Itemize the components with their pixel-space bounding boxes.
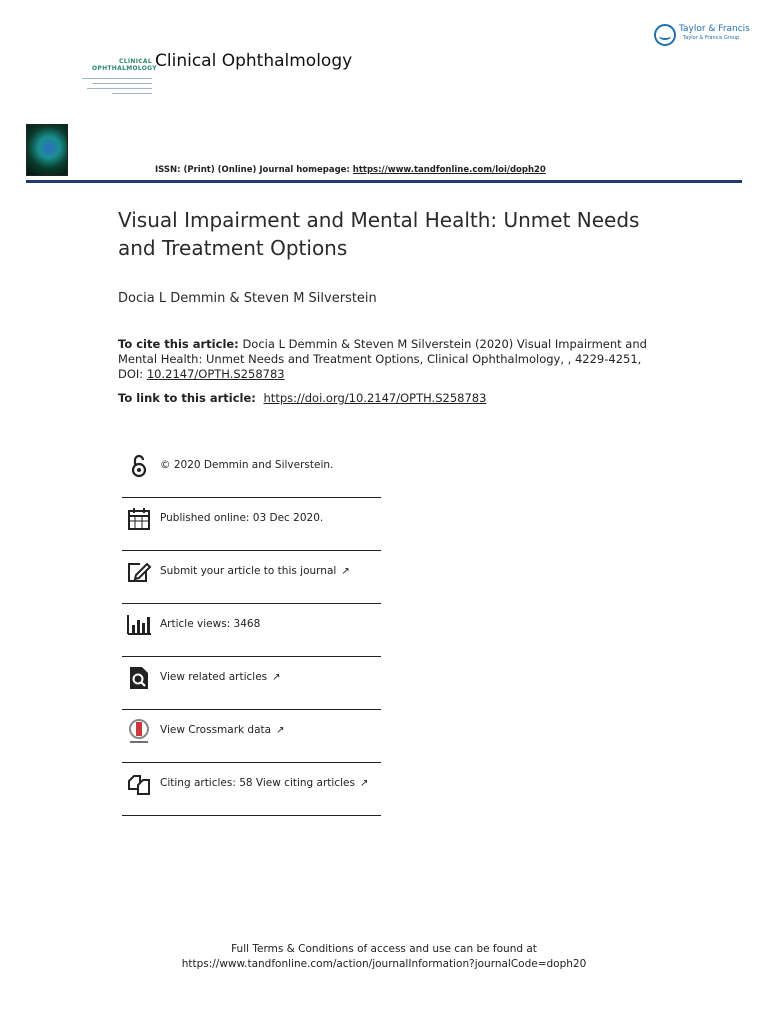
info-row-license — [122, 445, 381, 498]
publisher-logo — [654, 22, 750, 48]
info-row-views — [122, 604, 381, 657]
bar-chart-icon — [126, 612, 152, 638]
info-row-submit[interactable] — [122, 551, 381, 604]
info-related-text[interactable] — [160, 671, 281, 683]
document-search-icon — [126, 665, 152, 691]
submit-article-link[interactable]: Submit your article to this journal — [160, 565, 337, 577]
external-link-icon: ↗ — [341, 566, 350, 577]
external-link-icon: ↗ — [276, 725, 285, 736]
info-views-text: Article views: 3468 — [160, 618, 261, 630]
info-row-published — [122, 498, 381, 551]
external-link-icon: ↗ — [359, 778, 369, 789]
edit-icon — [126, 559, 152, 585]
journal-cover — [26, 52, 157, 176]
footer — [0, 942, 768, 972]
publisher-name: Taylor & Francis — [679, 24, 750, 34]
article-authors: Docia L Demmin & Steven M Silverstein — [118, 291, 377, 306]
cover-image — [26, 124, 68, 176]
citing-articles-link[interactable]: Citing articles: 58 View citing articles — [160, 777, 355, 789]
publisher-sub: Taylor & Francis Group — [683, 35, 740, 41]
article-link-line — [118, 391, 486, 405]
header-rule — [26, 180, 742, 183]
cite-doi-link[interactable]: 10.2147/OPTH.S258783 — [146, 367, 285, 381]
citing-articles-icon — [126, 771, 152, 797]
info-license-text: © 2020 Demmin and Silverstein. — [160, 459, 334, 471]
publisher-logo-icon — [654, 24, 676, 46]
footer-terms-url[interactable]: https://www.tandfonline.com/action/journalInformation?journalCode=doph20 — [181, 958, 587, 970]
citation — [118, 337, 658, 382]
link-label: To link to this article: — [118, 391, 256, 405]
crossmark-icon — [126, 718, 152, 744]
issn-line — [155, 165, 546, 175]
info-citing-text[interactable] — [160, 777, 368, 789]
info-published-text: Published online: 03 Dec 2020. — [160, 512, 324, 524]
article-info-list — [122, 445, 381, 816]
article-doi-link[interactable]: https://doi.org/10.2147/OPTH.S258783 — [263, 391, 487, 405]
cite-label: To cite this article: — [118, 337, 239, 351]
info-row-citing[interactable] — [122, 763, 381, 816]
open-access-icon — [126, 453, 152, 479]
external-link-icon: ↗ — [272, 672, 281, 683]
cover-text-lines — [82, 78, 154, 98]
journal-name: Clinical Ophthalmology — [155, 51, 353, 71]
calendar-icon — [126, 506, 152, 532]
info-row-crossmark[interactable] — [122, 710, 381, 763]
info-submit-text[interactable] — [160, 565, 350, 577]
info-crossmark-text[interactable] — [160, 724, 284, 736]
cover-title: CLINICAL OPHTHALMOLOGY — [92, 58, 157, 72]
issn-text: ISSN: (Print) (Online) Journal homepage: — [155, 165, 350, 175]
crossmark-link[interactable]: View Crossmark data — [160, 724, 272, 736]
cite-text: Docia L Demmin & Steven M Silverstein (2020) Visual Impairment and Mental Health: Unmet Needs and Treatment Options, Clinical Ophthalmology, , 4229-4251, DOI: — [118, 337, 647, 381]
footer-terms-line: Full Terms & Conditions of access and use can be found at — [231, 943, 537, 955]
journal-homepage-link[interactable]: https://www.tandfonline.com/loi/doph20 — [352, 165, 546, 175]
article-title: Visual Impairment and Mental Health: Unmet Needs and Treatment Options — [118, 208, 640, 260]
info-row-related[interactable] — [122, 657, 381, 710]
related-articles-link[interactable]: View related articles — [160, 671, 268, 683]
